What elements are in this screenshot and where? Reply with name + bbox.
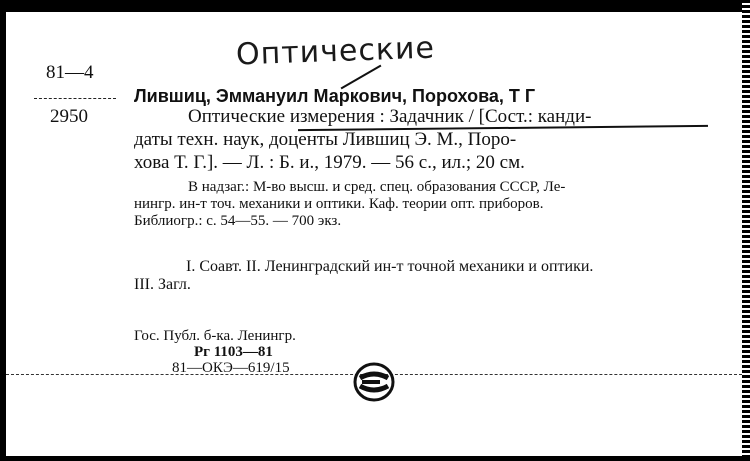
title-line-2: даты техн. наук, доценты Лившиц Э. М., Поро- (134, 129, 517, 150)
title-line-1: Оптические измерения : Задачник / [Сост.: канди- (188, 106, 592, 127)
note-line-1: В надзаг.: М-во высш. и сред. спец. образования СССР, Ле- (188, 179, 566, 195)
library-code-1: Рг 1103—81 (194, 344, 273, 360)
library-code-2: 81—ОКЭ—619/15 (172, 360, 290, 376)
call-number-bottom: 2950 (50, 106, 88, 127)
tracing-line-2: III. Загл. (134, 276, 191, 293)
punch-hole-mark (352, 360, 396, 404)
tracing-line-1: I. Соавт. II. Ленинградский ин-т точной механики и оптики. (186, 258, 594, 275)
call-number-top: 81—4 (46, 62, 94, 83)
note-line-2: нингр. ин-т точ. механики и оптики. Каф. теории опт. приборов. (134, 196, 544, 212)
scan-border-bottom (0, 456, 750, 461)
scan-border-right (742, 0, 750, 461)
call-number-divider (34, 98, 116, 99)
scan-border-left (0, 0, 6, 461)
handwritten-heading: Оптические (235, 30, 436, 73)
library-name: Гос. Публ. б-ка. Ленингр. (134, 328, 296, 344)
title-line-3: хова Т. Г.]. — Л. : Б. и., 1979. — 56 с., ил.; 20 см. (134, 152, 525, 173)
authors-line: Лившиц, Эммануил Маркович, Порохова, Т Г (134, 86, 536, 106)
scan-border-top (6, 0, 742, 12)
note-line-3: Библиогр.: с. 54—55. — 700 экз. (134, 213, 342, 229)
